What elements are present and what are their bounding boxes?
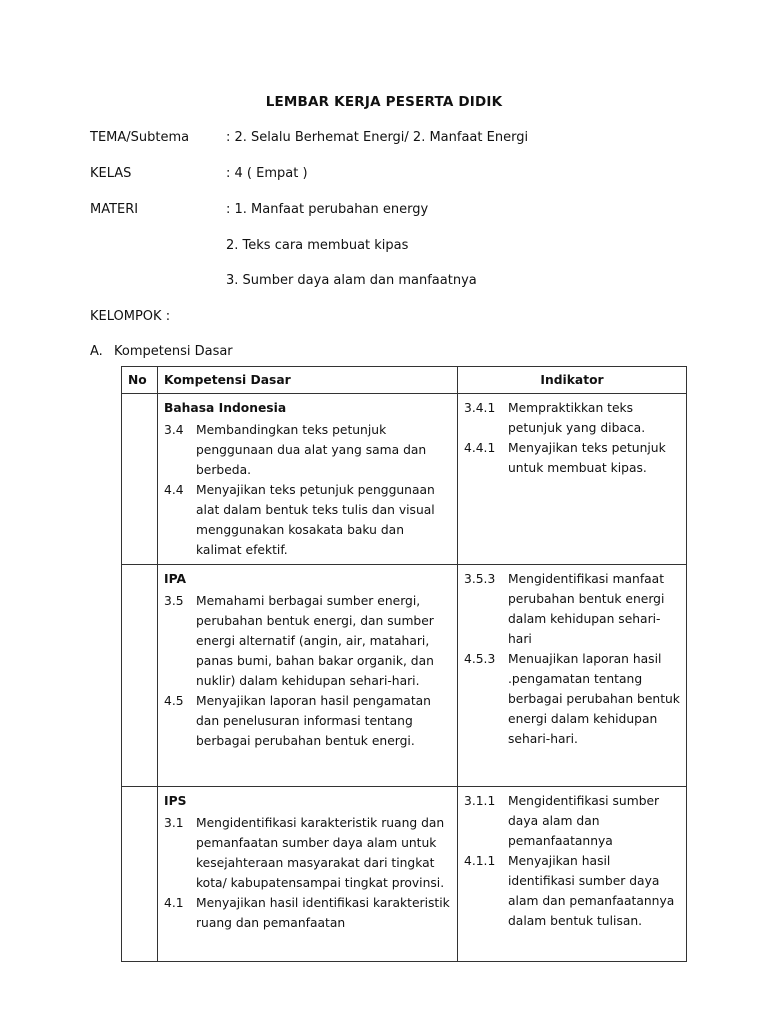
indikator-item: 3.5.3 Mengidentifikasi manfaat perubahan bentuk energi dalam kehidupan sehari-hari bbox=[464, 572, 665, 646]
cell-no bbox=[122, 394, 158, 565]
info-value: 3. Sumber daya alam dan manfaatnya bbox=[226, 273, 477, 288]
cell-kd bbox=[158, 394, 458, 565]
info-value: : 2. Selalu Berhemat Energi/ 2. Manfaat Energi bbox=[226, 130, 529, 145]
kompetensi-table bbox=[121, 366, 687, 962]
info-label: KELOMPOK : bbox=[90, 309, 171, 324]
kd-item: 3.4 Membandingkan teks petunjuk penggunaan dua alat yang sama dan berbeda. bbox=[164, 423, 427, 477]
info-value: : 4 ( Empat ) bbox=[226, 166, 308, 181]
cell-kd bbox=[158, 787, 458, 962]
cell-no bbox=[122, 565, 158, 787]
info-label: MATERI bbox=[90, 202, 139, 217]
table-row bbox=[122, 787, 687, 962]
subject-label: IPA bbox=[164, 572, 186, 586]
cell-indikator bbox=[458, 394, 687, 565]
info-value: 2. Teks cara membuat kipas bbox=[226, 238, 409, 253]
table-row bbox=[122, 394, 687, 565]
subject-label: Bahasa Indonesia bbox=[164, 401, 287, 415]
table-header-row bbox=[122, 367, 687, 394]
info-label: KELAS bbox=[90, 166, 132, 181]
indikator-item: 3.4.1 Mempraktikkan teks petunjuk yang dibaca. bbox=[464, 401, 646, 435]
header-no: No bbox=[122, 367, 158, 394]
indikator-item: 4.1.1 Menyajikan hasil identifikasi sumber daya alam dan pemanfaatannya dalam bentuk tulisan. bbox=[464, 854, 675, 928]
cell-indikator bbox=[458, 565, 687, 787]
kd-item: 3.5 Memahami berbagai sumber energi, perubahan bentuk energi, dan sumber energi alternatif (angin, air, matahari, panas bumi, bahan bakar organik, dan nuklir) dalam kehidupan sehari-hari. bbox=[164, 594, 434, 688]
cell-indikator bbox=[458, 787, 687, 962]
kd-item: 3.1 Mengidentifikasi karakteristik ruang dan pemanfaatan sumber daya alam untuk kesejahteraan masyarakat dari tingkat kota/ kabupatensampai tingkat provinsi. bbox=[164, 816, 445, 890]
info-label: TEMA/Subtema bbox=[90, 130, 190, 145]
header-kd: Kompetensi Dasar bbox=[158, 367, 458, 394]
indikator-item: 4.4.1 Menyajikan teks petunjuk untuk membuat kipas. bbox=[464, 441, 666, 475]
cell-no bbox=[122, 787, 158, 962]
page-title: LEMBAR KERJA PESERTA DIDIK bbox=[265, 94, 503, 110]
header-indikator: Indikator bbox=[458, 367, 687, 394]
indikator-item: 3.1.1 Mengidentifikasi sumber daya alam dan pemanfaatannya bbox=[464, 794, 660, 848]
kd-item: 4.5 Menyajikan laporan hasil pengamatan dan penelusuran informasi tentang berbagai perubahan bentuk energi. bbox=[164, 694, 431, 748]
info-value: : 1. Manfaat perubahan energy bbox=[226, 202, 429, 217]
kd-item: 4.1 Menyajikan hasil identifikasi karakteristik ruang dan pemanfaatan bbox=[164, 896, 450, 930]
cell-kd bbox=[158, 565, 458, 787]
kd-item: 4.4 Menyajikan teks petunjuk penggunaan alat dalam bentuk teks tulis dan visual menggunakan kosakata baku dan kalimat efektif. bbox=[164, 483, 435, 557]
subject-label: IPS bbox=[164, 794, 187, 808]
section-heading bbox=[90, 344, 233, 359]
section-title: Kompetensi Dasar bbox=[114, 344, 233, 359]
section-letter: A. bbox=[90, 344, 103, 359]
table-row bbox=[122, 565, 687, 787]
indikator-item: 4.5.3 Menuajikan laporan hasil .pengamatan tentang berbagai perubahan bentuk energi dalam kehidupan sehari-hari. bbox=[464, 652, 680, 746]
